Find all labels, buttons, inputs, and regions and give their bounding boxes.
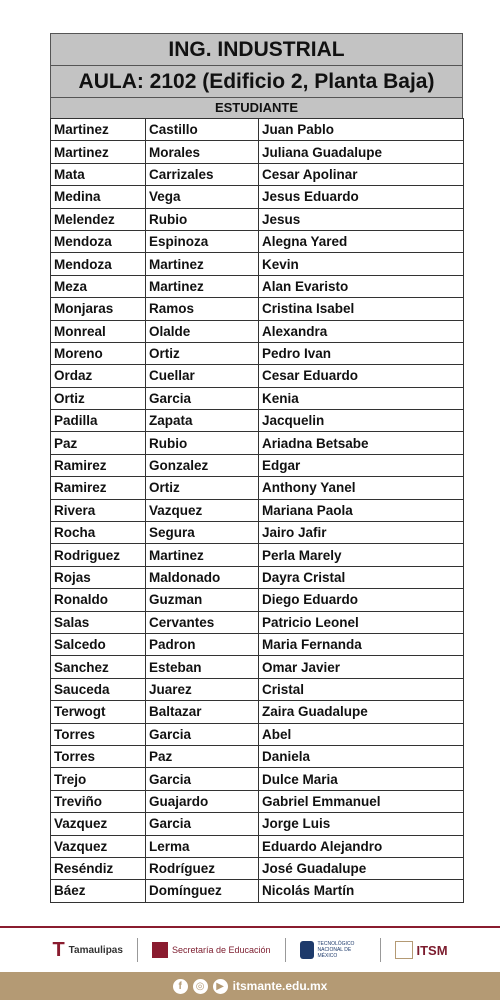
maternal-surname-cell: Olalde <box>146 320 259 342</box>
given-names-cell: Jesus <box>259 208 464 230</box>
maternal-surname-cell: Segura <box>146 522 259 544</box>
paternal-surname-cell: Torres <box>51 723 146 745</box>
given-names-cell: Diego Eduardo <box>259 589 464 611</box>
table-row <box>51 410 464 432</box>
table-row <box>51 857 464 879</box>
table-row <box>51 835 464 857</box>
column-header-student: ESTUDIANTE <box>50 97 463 118</box>
maternal-surname-cell: Domínguez <box>146 880 259 902</box>
maternal-surname-cell: Martinez <box>146 544 259 566</box>
table-row <box>51 522 464 544</box>
maternal-surname-cell: Lerma <box>146 835 259 857</box>
given-names-cell: Jesus Eduardo <box>259 186 464 208</box>
table-row <box>51 141 464 163</box>
maternal-surname-cell: Padron <box>146 633 259 655</box>
given-names-cell: Cesar Eduardo <box>259 365 464 387</box>
logo-separator <box>137 938 138 962</box>
table-row <box>51 656 464 678</box>
given-names-cell: Alegna Yared <box>259 230 464 252</box>
table-row <box>51 701 464 723</box>
maternal-surname-cell: Gonzalez <box>146 454 259 476</box>
table-row <box>51 589 464 611</box>
footer-logos <box>0 930 500 970</box>
paternal-surname-cell: Medina <box>51 186 146 208</box>
tamaulipas-logo: T Tamaulipas <box>52 938 123 961</box>
table-row <box>51 342 464 364</box>
table-row <box>51 208 464 230</box>
maternal-surname-cell: Vega <box>146 186 259 208</box>
table-row <box>51 723 464 745</box>
given-names-cell: Kevin <box>259 253 464 275</box>
given-names-cell: Alan Evaristo <box>259 275 464 297</box>
paternal-surname-cell: Terwogt <box>51 701 146 723</box>
footer-divider <box>0 926 500 928</box>
paternal-surname-cell: Martinez <box>51 141 146 163</box>
paternal-surname-cell: Moreno <box>51 342 146 364</box>
tecnm-emblem-icon <box>300 941 314 959</box>
paternal-surname-cell: Vazquez <box>51 835 146 857</box>
maternal-surname-cell: Cuellar <box>146 365 259 387</box>
given-names-cell: Kenia <box>259 387 464 409</box>
tecnm-logo: TECNOLÓGICO NACIONAL DE MÉXICO <box>300 941 366 959</box>
website-link[interactable]: itsmante.edu.mx <box>232 979 328 993</box>
maternal-surname-cell: Guzman <box>146 589 259 611</box>
logo-separator <box>285 938 286 962</box>
table-row <box>51 477 464 499</box>
table-row <box>51 566 464 588</box>
maternal-surname-cell: Espinoza <box>146 230 259 252</box>
footer-bar <box>0 972 500 1000</box>
given-names-cell: Mariana Paola <box>259 499 464 521</box>
table-row <box>51 230 464 252</box>
given-names-cell: Cristina Isabel <box>259 298 464 320</box>
paternal-surname-cell: Monjaras <box>51 298 146 320</box>
paternal-surname-cell: Rojas <box>51 566 146 588</box>
maternal-surname-cell: Rubio <box>146 432 259 454</box>
given-names-cell: Dayra Cristal <box>259 566 464 588</box>
paternal-surname-cell: Rivera <box>51 499 146 521</box>
table-row <box>51 745 464 767</box>
paternal-surname-cell: Padilla <box>51 410 146 432</box>
given-names-cell: Pedro Ivan <box>259 342 464 364</box>
given-names-cell: José Guadalupe <box>259 857 464 879</box>
table-row <box>51 880 464 902</box>
paternal-surname-cell: Ramirez <box>51 477 146 499</box>
table-row <box>51 768 464 790</box>
career-title: ING. INDUSTRIAL <box>50 33 463 65</box>
given-names-cell: Dulce Maria <box>259 768 464 790</box>
table-row <box>51 365 464 387</box>
given-names-cell: Ariadna Betsabe <box>259 432 464 454</box>
given-names-cell: Juliana Guadalupe <box>259 141 464 163</box>
maternal-surname-cell: Zapata <box>146 410 259 432</box>
paternal-surname-cell: Meza <box>51 275 146 297</box>
paternal-surname-cell: Ortiz <box>51 387 146 409</box>
given-names-cell: Anthony Yanel <box>259 477 464 499</box>
paternal-surname-cell: Sauceda <box>51 678 146 700</box>
table-row <box>51 163 464 185</box>
table-row <box>51 499 464 521</box>
given-names-cell: Juan Pablo <box>259 119 464 141</box>
itsm-logo: ITSM <box>395 941 448 959</box>
paternal-surname-cell: Salcedo <box>51 633 146 655</box>
table-row <box>51 633 464 655</box>
maternal-surname-cell: Baltazar <box>146 701 259 723</box>
paternal-surname-cell: Rodriguez <box>51 544 146 566</box>
given-names-cell: Abel <box>259 723 464 745</box>
maternal-surname-cell: Ortiz <box>146 342 259 364</box>
paternal-surname-cell: Ramirez <box>51 454 146 476</box>
given-names-cell: Nicolás Martín <box>259 880 464 902</box>
table-row <box>51 544 464 566</box>
given-names-cell: Maria Fernanda <box>259 633 464 655</box>
maternal-surname-cell: Cervantes <box>146 611 259 633</box>
maternal-surname-cell: Maldonado <box>146 566 259 588</box>
paternal-surname-cell: Treviño <box>51 790 146 812</box>
paternal-surname-cell: Mendoza <box>51 230 146 252</box>
maternal-surname-cell: Garcia <box>146 387 259 409</box>
maternal-surname-cell: Martinez <box>146 275 259 297</box>
table-row <box>51 454 464 476</box>
maternal-surname-cell: Garcia <box>146 768 259 790</box>
given-names-cell: Jacquelin <box>259 410 464 432</box>
given-names-cell: Perla Marely <box>259 544 464 566</box>
table-row <box>51 119 464 141</box>
table-row <box>51 813 464 835</box>
maternal-surname-cell: Garcia <box>146 813 259 835</box>
maternal-surname-cell: Martinez <box>146 253 259 275</box>
tamaulipas-t-icon: T <box>52 938 65 961</box>
maternal-surname-cell: Juarez <box>146 678 259 700</box>
maternal-surname-cell: Rodríguez <box>146 857 259 879</box>
table-row <box>51 611 464 633</box>
itsm-seal-icon <box>395 941 413 959</box>
maternal-surname-cell: Ortiz <box>146 477 259 499</box>
secretaria-logo: Secretaría de Educación <box>152 942 271 958</box>
paternal-surname-cell: Báez <box>51 880 146 902</box>
secretaria-emblem-icon <box>152 942 168 958</box>
paternal-surname-cell: Ordaz <box>51 365 146 387</box>
given-names-cell: Alexandra <box>259 320 464 342</box>
paternal-surname-cell: Reséndiz <box>51 857 146 879</box>
paternal-surname-cell: Ronaldo <box>51 589 146 611</box>
maternal-surname-cell: Vazquez <box>146 499 259 521</box>
given-names-cell: Jorge Luis <box>259 813 464 835</box>
table-row <box>51 432 464 454</box>
maternal-surname-cell: Castillo <box>146 119 259 141</box>
paternal-surname-cell: Torres <box>51 745 146 767</box>
maternal-surname-cell: Garcia <box>146 723 259 745</box>
maternal-surname-cell: Esteban <box>146 656 259 678</box>
given-names-cell: Zaira Guadalupe <box>259 701 464 723</box>
youtube-icon[interactable]: ▶ <box>213 979 228 994</box>
paternal-surname-cell: Monreal <box>51 320 146 342</box>
paternal-surname-cell: Martinez <box>51 119 146 141</box>
maternal-surname-cell: Morales <box>146 141 259 163</box>
room-title: AULA: 2102 (Edificio 2, Planta Baja) <box>50 65 463 97</box>
given-names-cell: Gabriel Emmanuel <box>259 790 464 812</box>
maternal-surname-cell: Guajardo <box>146 790 259 812</box>
paternal-surname-cell: Mendoza <box>51 253 146 275</box>
given-names-cell: Cesar Apolinar <box>259 163 464 185</box>
table-row <box>51 298 464 320</box>
paternal-surname-cell: Paz <box>51 432 146 454</box>
given-names-cell: Eduardo Alejandro <box>259 835 464 857</box>
paternal-surname-cell: Melendez <box>51 208 146 230</box>
table-row <box>51 275 464 297</box>
facebook-icon[interactable]: f <box>173 979 188 994</box>
maternal-surname-cell: Carrizales <box>146 163 259 185</box>
given-names-cell: Edgar <box>259 454 464 476</box>
maternal-surname-cell: Rubio <box>146 208 259 230</box>
given-names-cell: Cristal <box>259 678 464 700</box>
logo-separator <box>380 938 381 962</box>
instagram-icon[interactable]: ◎ <box>193 979 208 994</box>
table-row <box>51 387 464 409</box>
paternal-surname-cell: Sanchez <box>51 656 146 678</box>
given-names-cell: Jairo Jafir <box>259 522 464 544</box>
student-list-sheet <box>50 33 463 903</box>
paternal-surname-cell: Rocha <box>51 522 146 544</box>
given-names-cell: Daniela <box>259 745 464 767</box>
table-row <box>51 790 464 812</box>
table-row <box>51 186 464 208</box>
table-row <box>51 320 464 342</box>
paternal-surname-cell: Mata <box>51 163 146 185</box>
maternal-surname-cell: Paz <box>146 745 259 767</box>
maternal-surname-cell: Ramos <box>146 298 259 320</box>
paternal-surname-cell: Vazquez <box>51 813 146 835</box>
table-row <box>51 678 464 700</box>
students-table <box>50 118 464 903</box>
given-names-cell: Patricio Leonel <box>259 611 464 633</box>
table-row <box>51 253 464 275</box>
paternal-surname-cell: Trejo <box>51 768 146 790</box>
paternal-surname-cell: Salas <box>51 611 146 633</box>
given-names-cell: Omar Javier <box>259 656 464 678</box>
